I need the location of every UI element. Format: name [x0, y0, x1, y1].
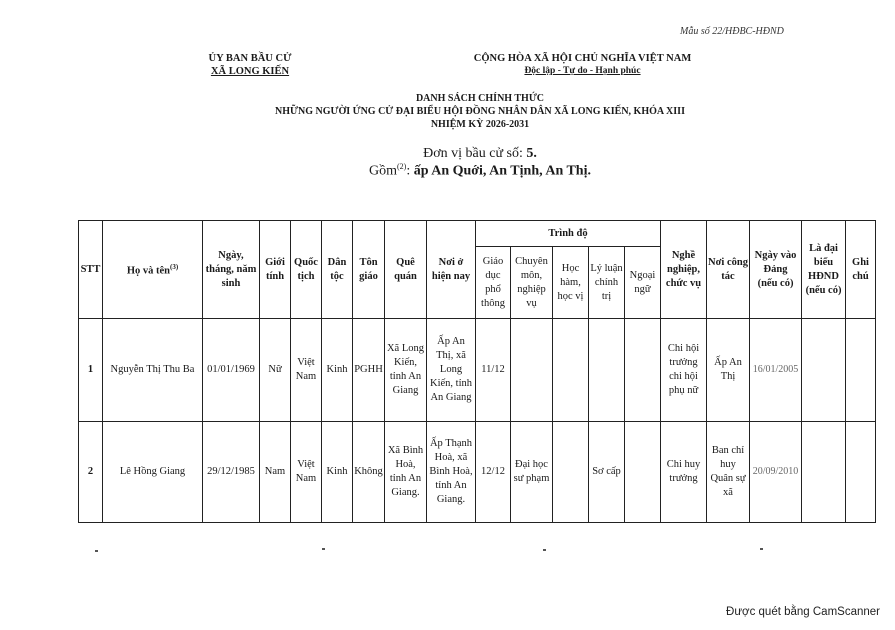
electoral-unit	[300, 146, 660, 162]
cell-dob: 01/01/1969	[203, 319, 260, 422]
cell-party-date: 20/09/2010	[750, 422, 802, 523]
cell-is-delegate	[802, 319, 846, 422]
cell-specialty: Đại học sư phạm	[511, 422, 553, 523]
cell-stt: 2	[79, 422, 103, 523]
header-party-date: Ngày vào Đảng (nếu có)	[750, 221, 802, 319]
header-dob: Ngày, tháng, năm sinh	[203, 221, 260, 319]
scan-speck	[95, 550, 98, 552]
header-workplace: Nơi công tác	[707, 221, 750, 319]
form-number: Mẫu số 22/HĐBC-HĐND	[680, 26, 784, 37]
header-academic: Học hàm, học vị	[553, 247, 589, 319]
cell-hometown: Xã Bình Hoà, tỉnh An Giang.	[385, 422, 427, 523]
header-delegate-note: (nếu có)	[805, 284, 842, 296]
cell-workplace: Ấp An Thị	[707, 319, 750, 422]
header-note: Ghi chú	[846, 221, 876, 319]
cell-workplace: Ban chỉ huy Quân sự xã	[707, 422, 750, 523]
unit-number: 5.	[526, 146, 537, 161]
scanner-watermark: Được quét bằng CamScanner	[726, 606, 880, 618]
table-row	[79, 422, 876, 523]
document-title	[150, 92, 810, 131]
cell-note	[846, 422, 876, 523]
national-motto	[440, 52, 725, 78]
header-stt: STT	[79, 221, 103, 319]
cell-residence: Ấp An Thị, xã Long Kiến, tỉnh An Giang	[427, 319, 476, 422]
title-line-1: DANH SÁCH CHÍNH THỨC	[415, 93, 545, 104]
cell-general-edu: 12/12	[476, 422, 511, 523]
includes-value: ấp An Quới, An Tịnh, An Thị.	[413, 163, 591, 179]
cell-academic	[553, 319, 589, 422]
authority-line-2: XÃ LONG KIẾN	[210, 66, 290, 77]
includes-colon: :	[406, 163, 411, 179]
country-name: CỘNG HÒA XÃ HỘI CHỦ NGHĨA VIỆT NAM	[473, 53, 692, 64]
cell-hometown: Xã Long Kiến, tỉnh An Giang	[385, 319, 427, 422]
scan-speck	[760, 548, 763, 550]
includes-footnote: (2)	[396, 162, 407, 171]
header-is-delegate: Là đại biểu HĐND (nếu có)	[802, 221, 846, 319]
scan-speck	[543, 549, 546, 551]
cell-political: Sơ cấp	[589, 422, 625, 523]
header-residence: Nơi ở hiện nay	[427, 221, 476, 319]
unit-label: Đơn vị bầu cử số:	[423, 146, 523, 161]
header-specialty: Chuyên môn, nghiệp vụ	[511, 247, 553, 319]
includes-label: Gồm	[368, 163, 397, 179]
header-party-note: (nếu có)	[757, 277, 794, 289]
title-line-2: NHỮNG NGƯỜI ỨNG CỬ ĐẠI BIỂU HỘI ĐỒNG NHÂN DÂN XÃ LONG KIẾN, KHÓA XIII	[275, 106, 685, 117]
header-occupation: Nghề nghiệp, chức vụ	[661, 221, 707, 319]
cell-gender: Nam	[260, 422, 291, 523]
cell-name: Lê Hồng Giang	[103, 422, 203, 523]
cell-academic	[553, 422, 589, 523]
unit-includes	[250, 162, 710, 180]
cell-ethnicity: Kinh	[322, 319, 353, 422]
cell-nationality: Việt Nam	[291, 422, 322, 523]
header-hometown: Quê quán	[385, 221, 427, 319]
header-education: Trình độ	[476, 221, 661, 247]
scan-speck	[322, 548, 325, 550]
cell-name: Nguyễn Thị Thu Ba	[103, 319, 203, 422]
candidate-table	[78, 220, 876, 523]
header-political: Lý luận chính trị	[589, 247, 625, 319]
title-line-3: NHIỆM KỲ 2026-2031	[430, 119, 530, 130]
cell-religion: Không	[353, 422, 385, 523]
cell-political	[589, 319, 625, 422]
table-row	[79, 319, 876, 422]
authority-line-1: ỦY BAN BẦU CỬ	[208, 53, 292, 64]
header-nationality: Quốc tịch	[291, 221, 322, 319]
cell-stt: 1	[79, 319, 103, 422]
header-ethnicity: Dân tộc	[322, 221, 353, 319]
cell-ethnicity: Kinh	[322, 422, 353, 523]
cell-language	[625, 422, 661, 523]
cell-party-date: 16/01/2005	[750, 319, 802, 422]
cell-occupation: Chi huy trưởng	[661, 422, 707, 523]
header-language: Ngoại ngữ	[625, 247, 661, 319]
cell-is-delegate	[802, 422, 846, 523]
cell-note	[846, 319, 876, 422]
cell-nationality: Việt Nam	[291, 319, 322, 422]
cell-specialty	[511, 319, 553, 422]
header-name-footnote: (3)	[170, 263, 179, 272]
header-general-edu: Giáo dục phổ thông	[476, 247, 511, 319]
motto: Độc lập - Tự do - Hạnh phúc	[524, 66, 641, 76]
cell-residence: Ấp Thạnh Hoà, xã Bình Hoà, tỉnh An Giang.	[427, 422, 476, 523]
cell-religion: PGHH	[353, 319, 385, 422]
header-gender: Giới tính	[260, 221, 291, 319]
header-name: Họ và tên$^{(3)}$	[103, 221, 203, 319]
header-religion: Tôn giáo	[353, 221, 385, 319]
cell-occupation: Chi hội trưởng chi hội phụ nữ	[661, 319, 707, 422]
issuing-authority	[190, 52, 310, 78]
cell-language	[625, 319, 661, 422]
cell-gender: Nữ	[260, 319, 291, 422]
cell-general-edu: 11/12	[476, 319, 511, 422]
cell-dob: 29/12/1985	[203, 422, 260, 523]
